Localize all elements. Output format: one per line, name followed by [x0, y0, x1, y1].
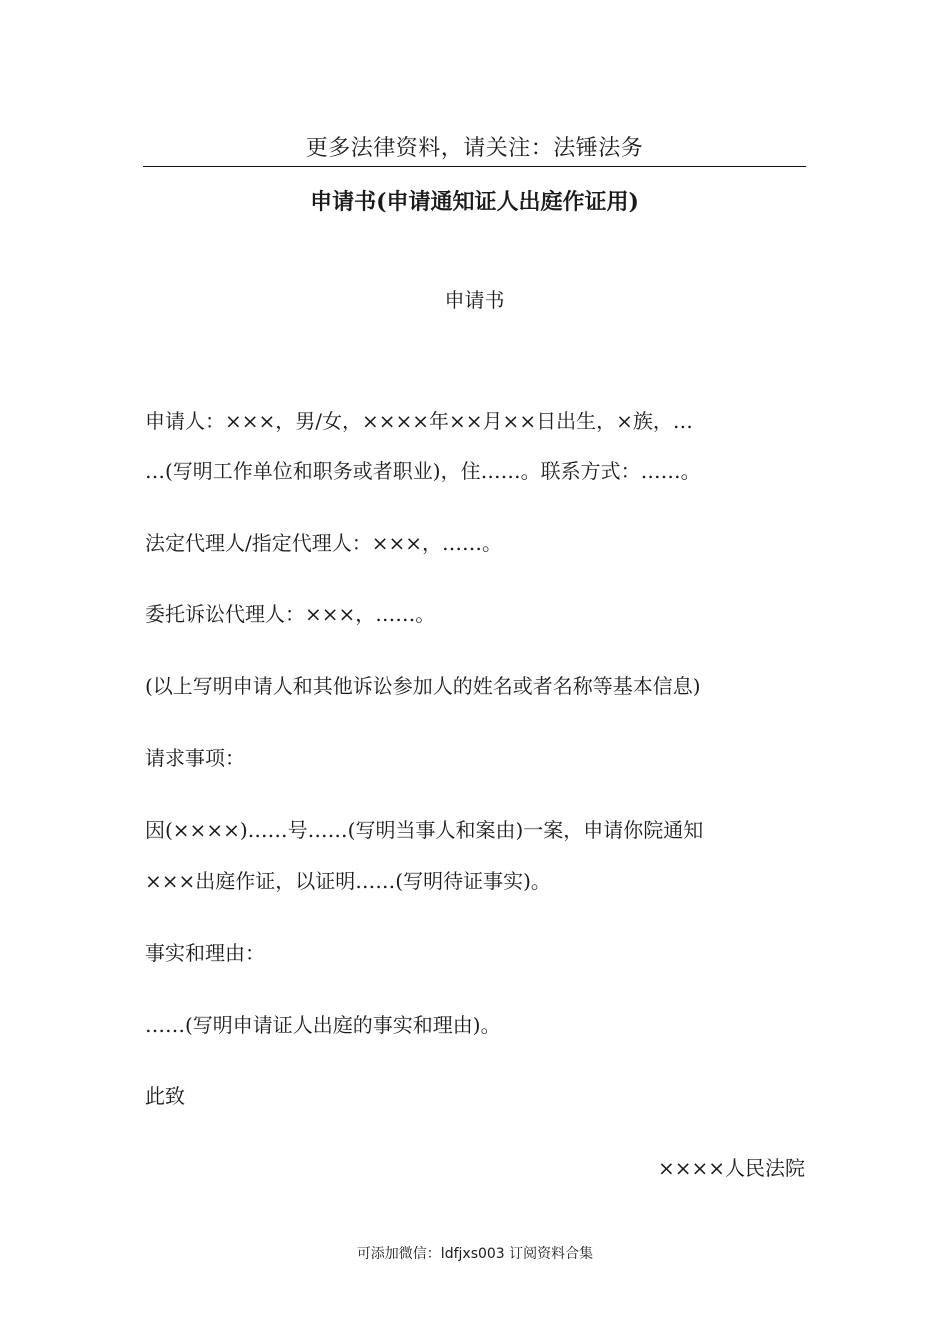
applicant-line-1: 申请人：×××，男/女，××××年××月××日出生，×族，…: [145, 409, 693, 433]
document-subtitle: 申请书: [444, 288, 505, 312]
legal-agent-line: 法定代理人/指定代理人：×××，……。: [145, 531, 503, 555]
request-heading: 请求事项：: [145, 746, 245, 770]
applicant-line-2: …(写明工作单位和职务或者职业)，住……。联系方式：……。: [145, 459, 701, 483]
facts-body: ……(写明申请证人出庭的事实和理由)。: [145, 1013, 501, 1037]
info-note-line: (以上写明申请人和其他诉讼参加人的姓名或者名称等基本信息): [145, 674, 701, 698]
court-name: ××××人民法院: [657, 1156, 805, 1180]
salutation: 此致: [145, 1084, 185, 1108]
page-footer: 可添加微信：ldfjxs003 订阅资料合集: [356, 1246, 594, 1262]
page-header: 更多法律资料，请关注：法锤法务: [143, 132, 806, 167]
entrusted-agent-line: 委托诉讼代理人：×××，……。: [145, 602, 436, 626]
request-line-1: 因(××××)……号……(写明当事人和案由)一案，申请你院通知: [145, 818, 704, 842]
request-line-2: ×××出庭作证，以证明……(写明待证事实)。: [145, 869, 551, 893]
facts-heading: 事实和理由：: [145, 941, 265, 965]
document-title: 申请书(申请通知证人出庭作证用): [310, 189, 639, 215]
